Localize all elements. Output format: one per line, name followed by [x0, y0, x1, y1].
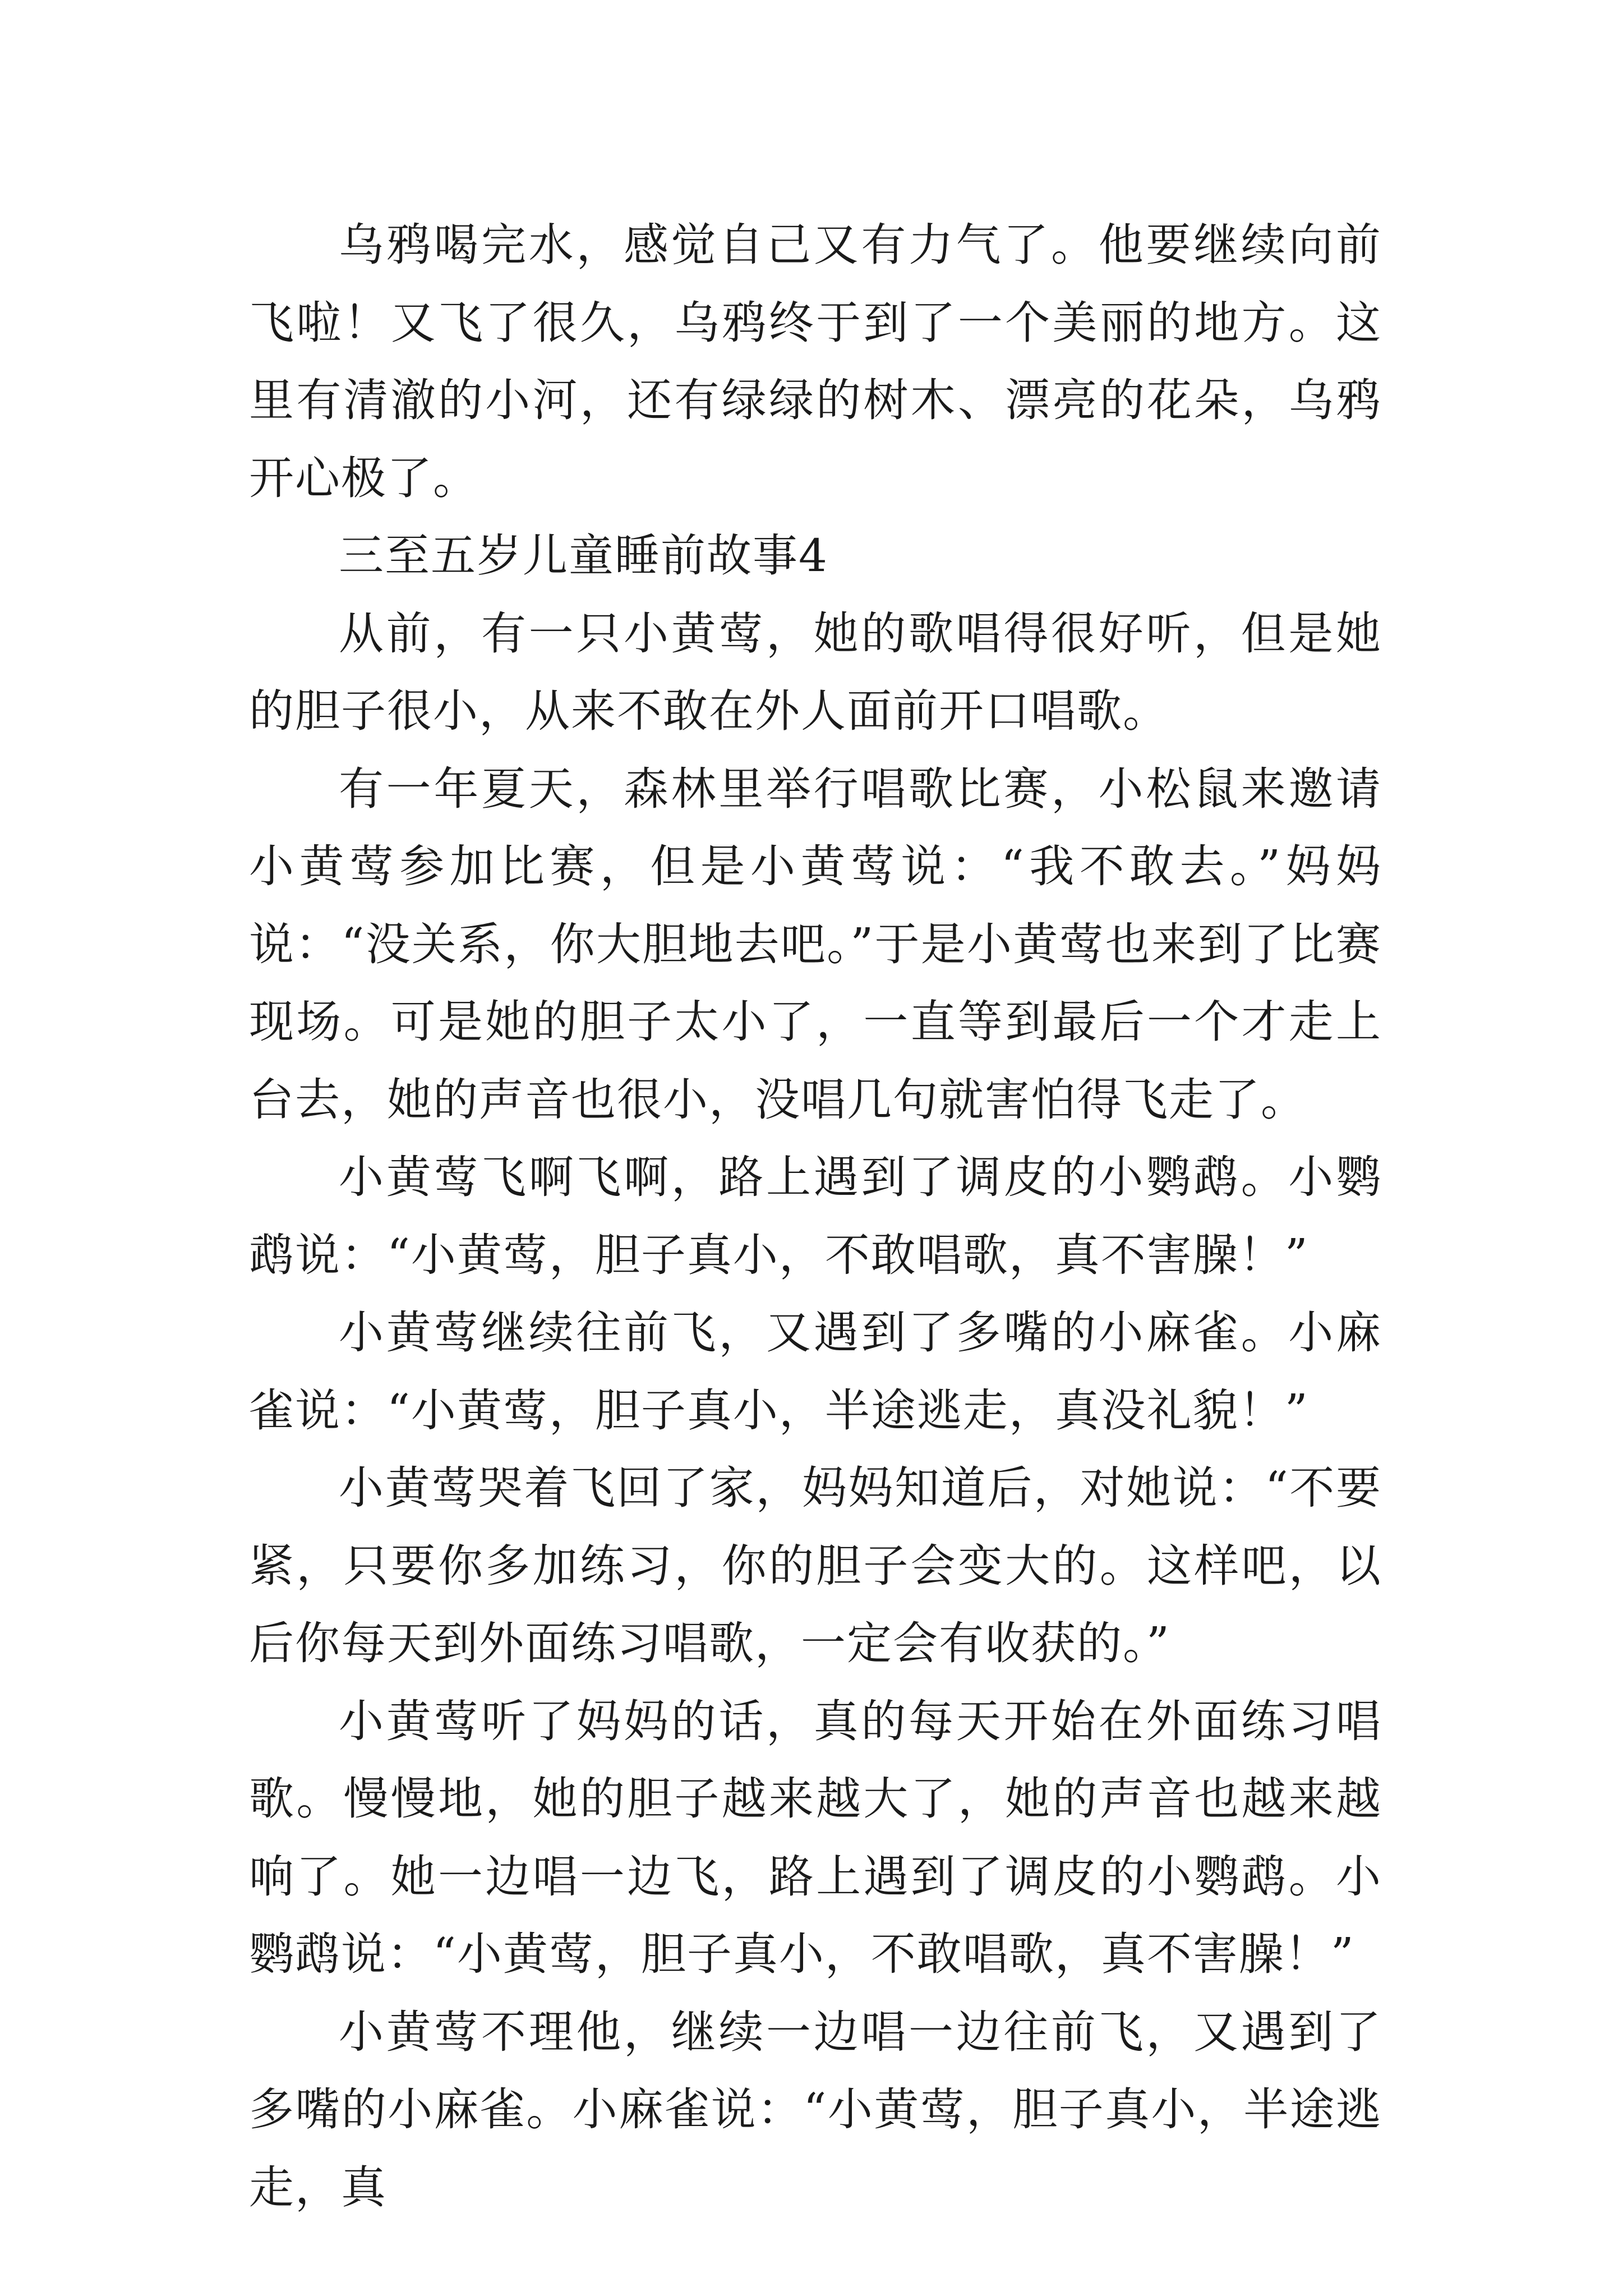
paragraph-mother-advice: 小黄莺哭着飞回了家，妈妈知道后，对她说：“不要紧，只要你多加练习，你的胆子会变大的。这样吧，以后你每天到外面练习唱歌，一定会有收获的。”: [249, 1462, 1382, 1669]
paragraph-sparrow-mocks: 小黄莺继续往前飞，又遇到了多嘴的小麻雀。小麻雀说：“小黄莺，胆子真小，半途逃走，真没礼貌！”: [249, 1306, 1382, 1437]
story-heading: 三至五岁儿童睡前故事4: [339, 530, 828, 582]
paragraph-singing-contest: 有一年夏天，森林里举行唱歌比赛，小松鼠来邀请小黄莺参加比赛，但是小黄莺说：“我不敢去。”妈妈说：“没关系，你大胆地去吧。”于是小黄莺也来到了比赛现场。可是她的胆子太小了，一直等到最后一个才走上台去，她的声音也很小，没唱几句就害怕得飞走了。: [249, 762, 1382, 1126]
paragraph-parrot-mocks: 小黄莺飞啊飞啊，路上遇到了调皮的小鹦鹉。小鹦鹉说：“小黄莺，胆子真小，不敢唱歌，真不害臊！”: [249, 1151, 1382, 1281]
paragraph-oriole-intro: 从前，有一只小黄莺，她的歌唱得很好听，但是她的胆子很小，从来不敢在外人面前开口唱歌。: [249, 607, 1382, 737]
paragraph-practice: 小黄莺听了妈妈的话，真的每天开始在外面练习唱歌。慢慢地，她的胆子越来越大了，她的声音也越来越响了。她一边唱一边飞，路上遇到了调皮的小鹦鹉。小鹦鹉说：“小黄莺，胆子真小，不敢唱歌，真不害臊！”: [249, 1695, 1382, 1980]
document-body: [249, 206, 1382, 2226]
paragraph-ignores-mockers: 小黄莺不理他，继续一边唱一边往前飞，又遇到了多嘴的小麻雀。小麻雀说：“小黄莺，胆子真小，半途逃走，真: [249, 2005, 1382, 2214]
paragraph-crow-ending: 乌鸦喝完水，感觉自己又有力气了。他要继续向前飞啦！又飞了很久，乌鸦终于到了一个美丽的地方。这里有清澈的小河，还有绿绿的树木、漂亮的花朵，乌鸦开心极了。: [249, 219, 1382, 504]
